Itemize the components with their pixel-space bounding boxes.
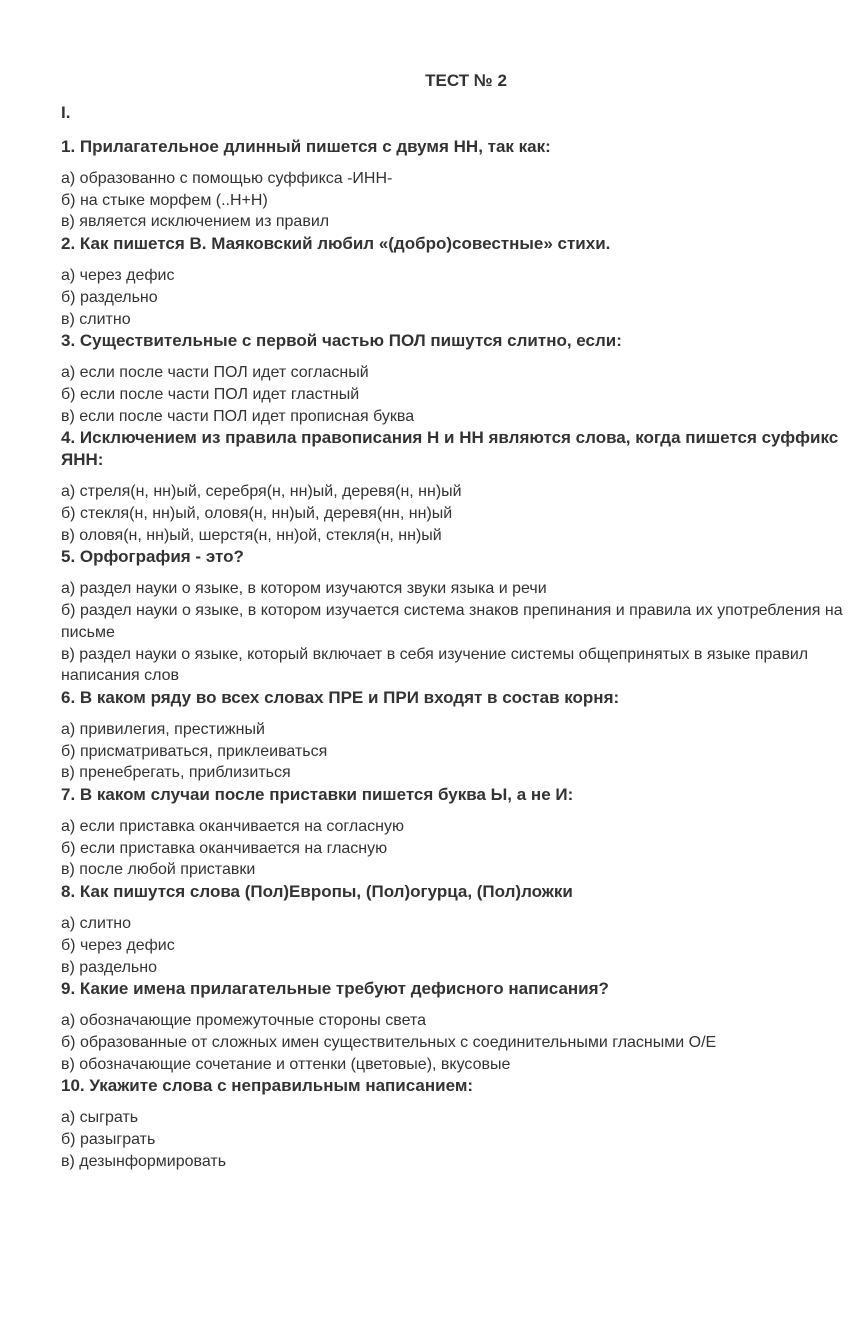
question-text: 9. Какие имена прилагательные требуют дефисного написания?: [61, 979, 609, 999]
answer-option: в) является исключением из правил: [61, 213, 330, 231]
question-block: [61, 978, 851, 1075]
answer-option: б) образованные от сложных имен существительных с соединительными гласными О/Е: [61, 1033, 717, 1051]
answer-option: б) раздел науки о языке, в котором изучается система знаков препинания и правила их употребления на письме: [61, 602, 843, 641]
answer-option: б) если после части ПОЛ идет гластный: [61, 385, 360, 403]
answer-option: в) дезынформировать: [61, 1152, 227, 1170]
answer-option: а) привилегия, престижный: [61, 720, 265, 738]
answer-option: а) слитно: [61, 915, 132, 933]
answer-option: в) слитно: [61, 310, 131, 328]
answer-option: б) на стыке морфем (..Н+Н): [61, 191, 268, 209]
answer-option: а) если после части ПОЛ идет согласный: [61, 364, 369, 382]
answer-option: в) пренебрегать, приблизиться: [61, 764, 291, 782]
question-text: 10. Укажите слова с неправильным написанием:: [61, 1076, 474, 1096]
question-text: 4. Исключением из правила правописания Н и НН являются слова, когда пишется суффикс ЯНН:: [61, 428, 839, 470]
question-block: [61, 330, 851, 427]
answer-option: б) если приставка оканчивается на гласную: [61, 839, 388, 857]
answer-option: в) оловя(н, нн)ый, шерстя(н, нн)ой, стекля(н, нн)ый: [61, 526, 442, 544]
question-text: 3. Существительные с первой частью ПОЛ пишутся слитно, если:: [61, 331, 622, 351]
page-title: ТЕСТ № 2: [425, 71, 507, 90]
answer-option: б) через дефис: [61, 936, 175, 954]
question-block: [61, 427, 851, 546]
answer-option: а) раздел науки о языке, в котором изучаются звуки языка и речи: [61, 580, 547, 598]
section-label: I.: [61, 103, 71, 122]
question-block: [61, 784, 851, 881]
question-block: [61, 881, 851, 978]
answer-option: в) раздел науки о языке, который включает в себя изучение системы общепринятых в языке правил написания слов: [61, 645, 809, 685]
answer-option: в) обозначающие сочетание и оттенки (цветовые), вкусовые: [61, 1055, 511, 1073]
answer-option: а) образованно с помощью суффикса -ИНН-: [61, 170, 393, 187]
answer-option: в) если после части ПОЛ идет прописная буква: [61, 407, 415, 425]
question-block: [61, 136, 851, 233]
question-text: 2. Как пишется В. Маяковский любил «(добро)совестные» стихи.: [61, 234, 611, 254]
answer-option: в) после любой приставки: [61, 861, 256, 879]
answer-option: а) сыграть: [61, 1109, 139, 1127]
answer-option: а) стреля(н, нн)ый, серебря(н, нн)ый, деревя(н, нн)ый: [61, 483, 462, 501]
answer-option: а) через дефис: [61, 267, 175, 285]
answer-option: а) обозначающие промежуточные стороны света: [61, 1012, 426, 1030]
question-text: 7. В каком случаи после приставки пишется буква Ы, а не И:: [61, 785, 574, 805]
answer-option: в) раздельно: [61, 958, 157, 976]
question-block: [61, 687, 851, 784]
question-text: 6. В каком ряду во всех словах ПРЕ и ПРИ входят в состав корня:: [61, 687, 620, 707]
question-text: 1. Прилагательное длинный пишется с двумя НН, так как:: [61, 137, 551, 156]
test-document: [61, 70, 851, 1173]
answer-option: а) если приставка оканчивается на согласную: [61, 818, 404, 836]
question-text: 8. Как пишутся слова (Пол)Европы, (Пол)огурца, (Пол)ложки: [61, 882, 573, 902]
answer-option: б) стекля(н, нн)ый, оловя(н, нн)ый, деревя(нн, нн)ый: [61, 505, 453, 523]
answer-option: б) разыграть: [61, 1131, 156, 1149]
answer-option: б) присматриваться, приклеиваться: [61, 742, 328, 760]
question-block: [61, 546, 851, 687]
questions-list: [61, 136, 851, 1173]
question-text: 5. Орфография - это?: [61, 547, 244, 567]
answer-option: б) раздельно: [61, 288, 158, 306]
question-block: [61, 233, 851, 330]
question-block: [61, 1075, 851, 1172]
